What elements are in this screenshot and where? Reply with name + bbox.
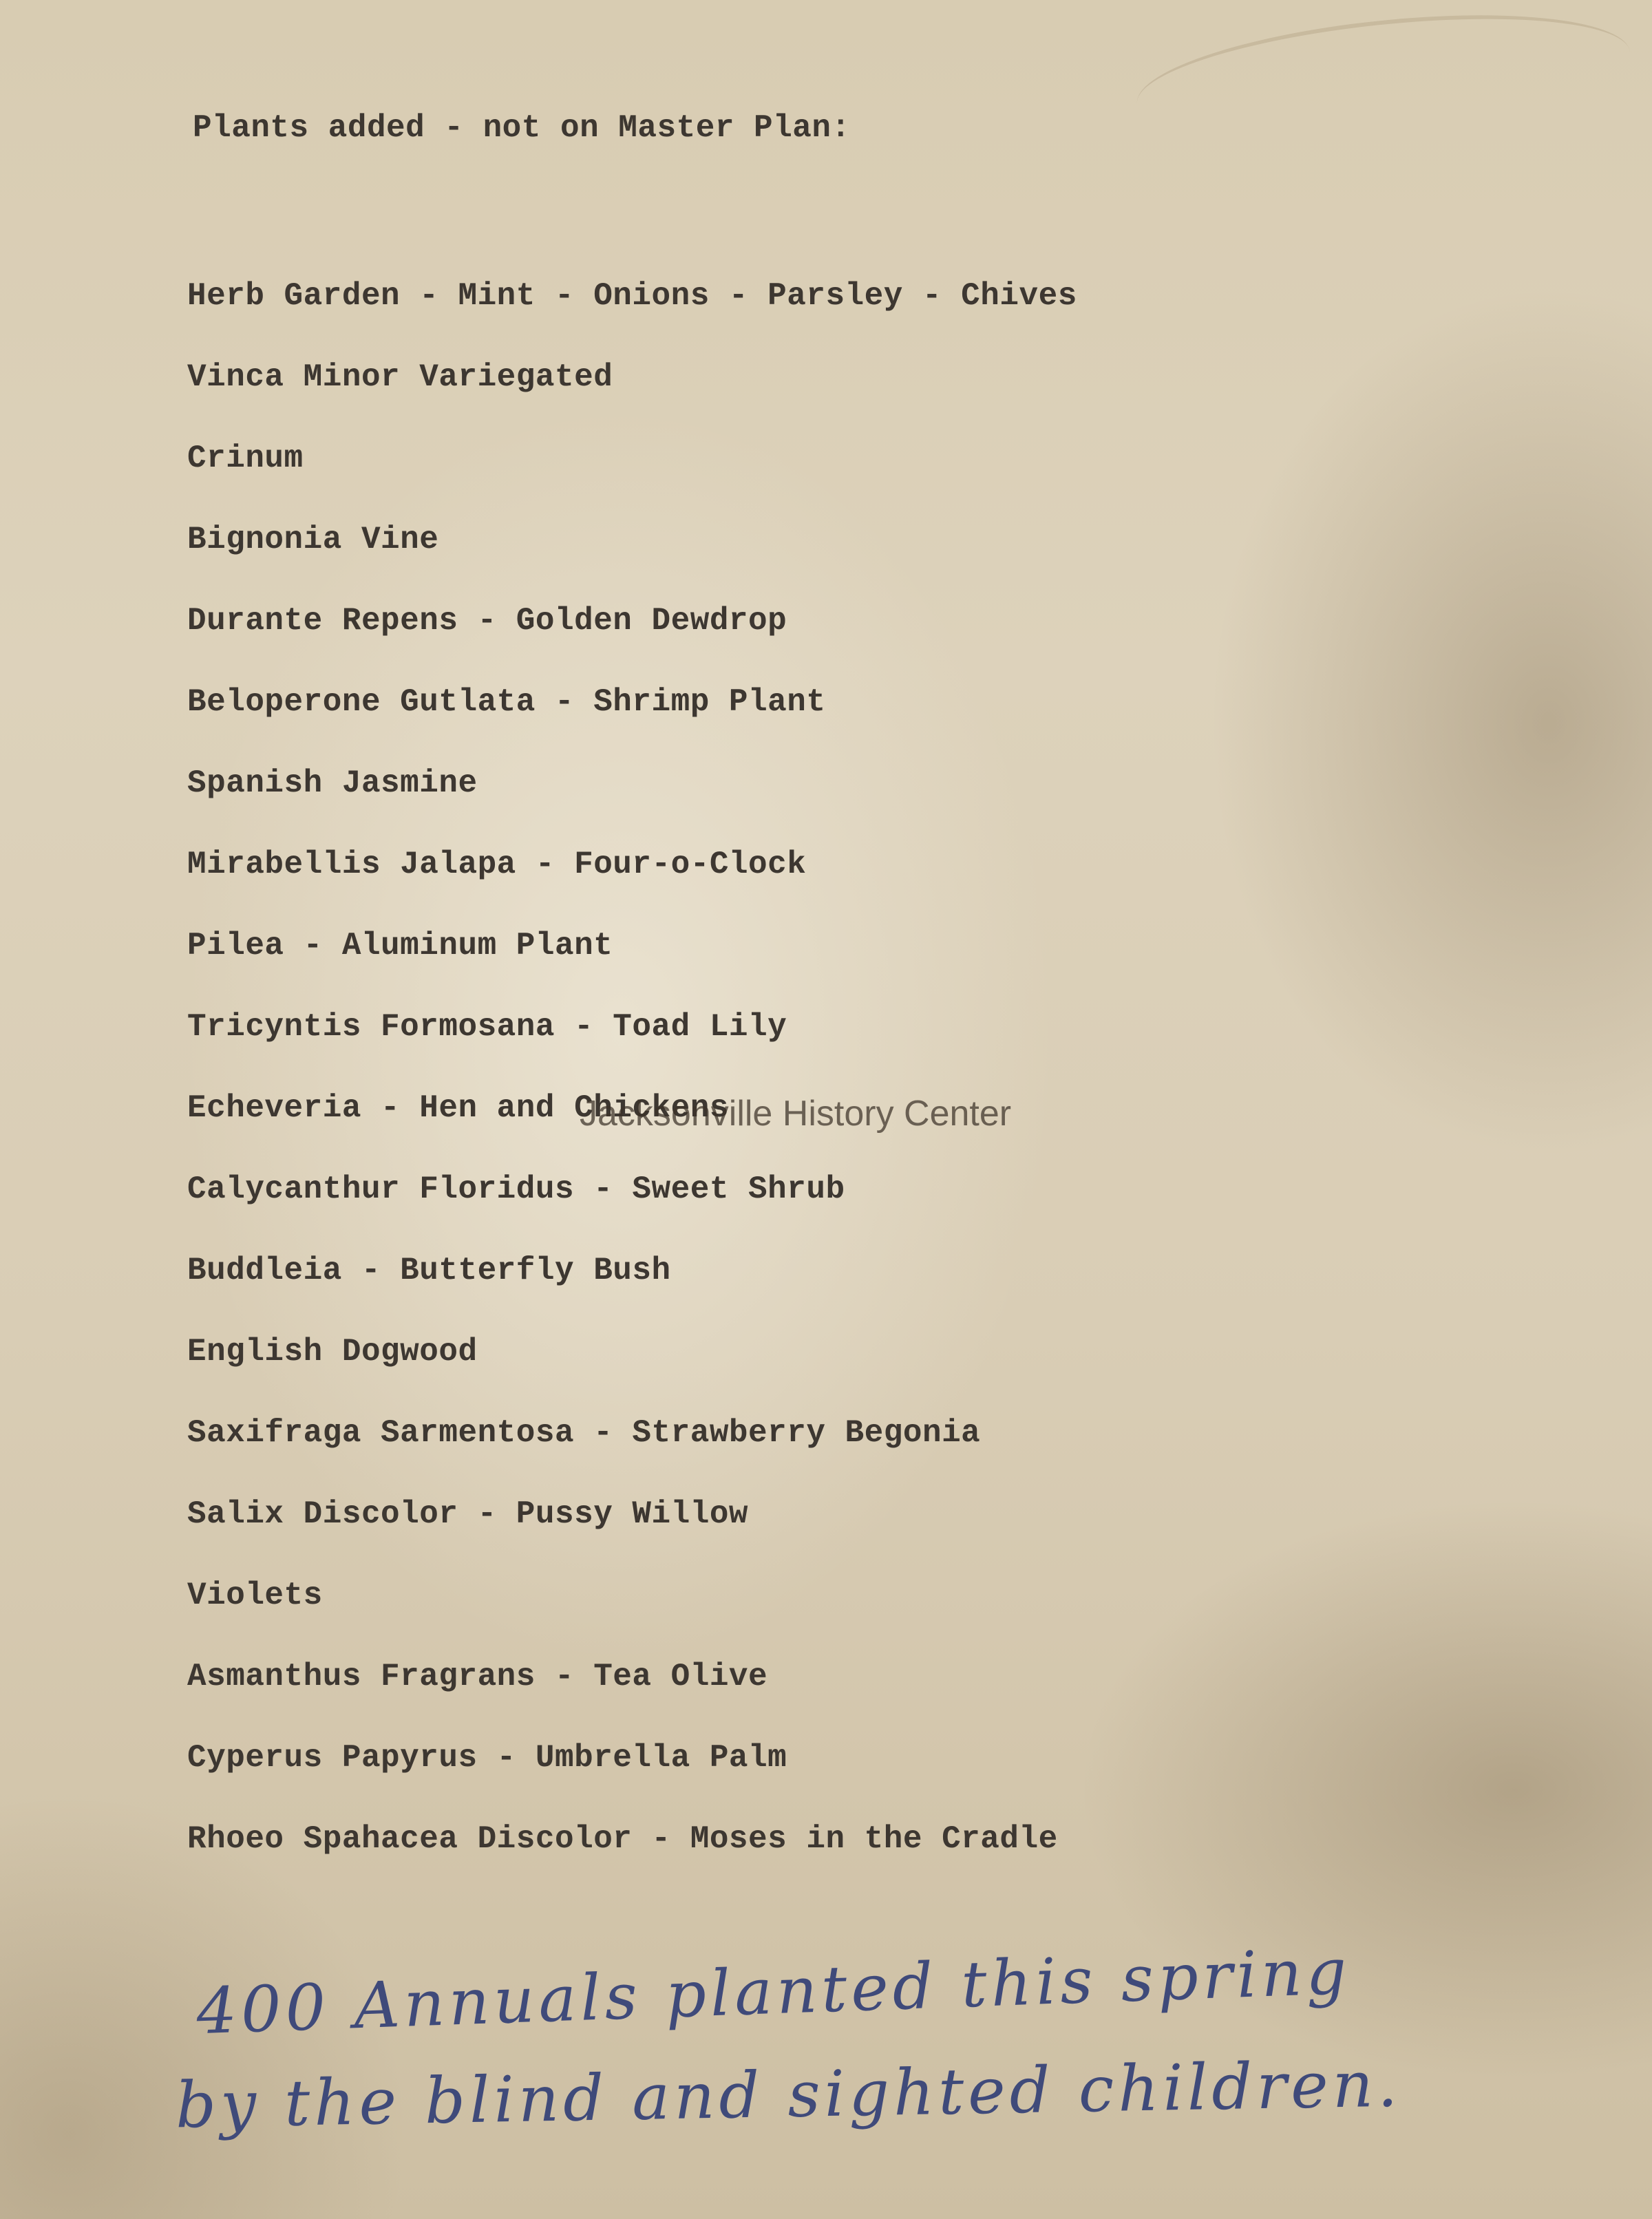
handwritten-note-line-2: by the blind and sighted children. <box>175 2047 1402 2143</box>
list-item: Calycanthur Floridus - Sweet Shrub <box>187 1171 845 1207</box>
paper-crease <box>1131 0 1635 160</box>
list-item: Tricyntis Formosana - Toad Lily <box>187 1009 787 1045</box>
list-item: Saxifraga Sarmentosa - Strawberry Begonia <box>187 1415 981 1451</box>
list-item: Cyperus Papyrus - Umbrella Palm <box>187 1740 787 1776</box>
list-item: Mirabellis Jalapa - Four-o-Clock <box>187 847 807 882</box>
list-item: Herb Garden - Mint - Onions - Parsley - Chives <box>187 278 1077 314</box>
list-item: Salix Discolor - Pussy Willow <box>187 1496 749 1532</box>
list-item: Crinum <box>187 440 304 476</box>
page-heading: Plants added - not on Master Plan: <box>193 110 851 146</box>
list-item: Durante Repens - Golden Dewdrop <box>187 603 787 639</box>
list-item: Beloperone Gutlata - Shrimp Plant <box>187 684 826 720</box>
handwritten-note-line-1: 400 Annuals planted this spring <box>195 1934 1352 2049</box>
list-item: Bignonia Vine <box>187 522 439 558</box>
list-item: Pilea - Aluminum Plant <box>187 928 613 964</box>
list-item: Rhoeo Spahacea Discolor - Moses in the Cradle <box>187 1821 1058 1857</box>
list-item: English Dogwood <box>187 1334 478 1370</box>
list-item: Buddleia - Butterfly Bush <box>187 1253 671 1288</box>
list-item: Asmanthus Fragrans - Tea Olive <box>187 1659 768 1695</box>
plant-list <box>187 275 1077 1900</box>
watermark: Jacksonville History Center <box>580 1094 1012 1134</box>
list-item: Spanish Jasmine <box>187 765 478 801</box>
list-item: Violets <box>187 1578 323 1613</box>
list-item: Echeveria - Hen and Chickens <box>187 1090 729 1126</box>
list-item: Vinca Minor Variegated <box>187 359 613 395</box>
